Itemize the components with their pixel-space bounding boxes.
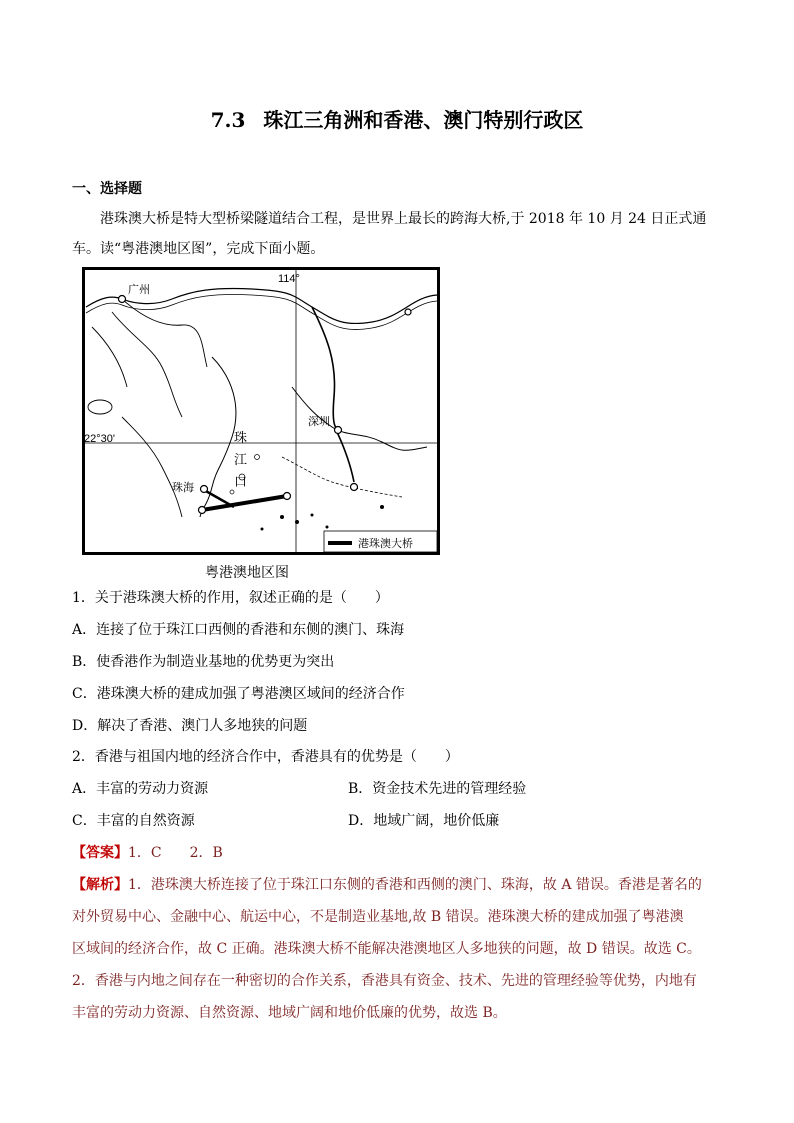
question-2-option-d: D．地域广阔，地价低廉 — [348, 813, 500, 829]
question-1-stem: 1．关于港珠澳大桥的作用，叙述正确的是（ ） — [72, 590, 389, 606]
title-text: 珠江三角洲和香港、澳门特别行政区 — [263, 108, 584, 132]
longitude-label: 114° — [278, 273, 300, 285]
analysis-label: 【解析】 — [72, 877, 128, 893]
analysis-line-2: 对外贸易中心、金融中心、航运中心，不是制造业基地,故 B 错误。港珠澳大桥的建成加强了粤港澳 — [72, 909, 684, 925]
answer-line — [72, 843, 223, 863]
analysis-line-5: 丰富的劳动力资源、自然资源、地域广阔和地价低廉的优势，故选 B。 — [72, 1005, 507, 1021]
map-figure — [82, 267, 440, 555]
estuary-label-2: 江 — [234, 452, 248, 467]
intro-paragraph: 港珠澳大桥是特大型桥梁隧道结合工程，是世界上最长的跨海大桥,于 2018 年 10 月 24 日正式通车。读“粤港澳地区图”，完成下面小题。 — [72, 211, 707, 257]
answer-text: 1．C 2．B — [128, 845, 223, 861]
analysis-line-4: 2．香港与内地之间存在一种密切的合作关系，香港具有资金、技术、先进的管理经验等优势，内地有 — [72, 973, 697, 989]
latitude-label: 22°30' — [84, 433, 115, 445]
question-1-option-b: B．使香港作为制造业基地的优势更为突出 — [72, 654, 335, 670]
title-number: 7.3 — [210, 108, 246, 132]
section-heading: 一、选择题 — [72, 181, 142, 197]
legend-label: 港珠澳大桥 — [358, 538, 413, 550]
estuary-label-1: 珠 — [234, 430, 248, 445]
question-2-option-c: C．丰富的自然资源 — [72, 813, 195, 829]
guangdong-hk-macau-map — [82, 267, 440, 555]
question-2-stem: 2．香港与祖国内地的经济合作中，香港具有的优势是（ ） — [72, 749, 459, 765]
analysis-line-3: 区域间的经济合作，故 C 正确。港珠澳大桥不能解决港澳地区人多地狭的问题，故 D 错误。故选 C。 — [72, 941, 701, 957]
map-caption: 粤港澳地区图 — [205, 564, 289, 580]
estuary-label-3: 口 — [234, 474, 248, 489]
city-label-zhuhai: 珠海 — [172, 482, 194, 494]
answer-label: 【答案】 — [72, 845, 128, 861]
analysis-line-1: 【解析】1．港珠澳大桥连接了位于珠江口东侧的香港和西侧的澳门、珠海，故 A 错误。香港是著名的 — [72, 877, 702, 893]
question-1-option-d: D．解决了香港、澳门人多地狭的问题 — [72, 718, 308, 734]
question-1-option-a: A．连接了位于珠江口西侧的香港和东侧的澳门、珠海 — [72, 622, 405, 638]
city-label-guangzhou: 广州 — [128, 284, 150, 296]
question-2-option-a: A．丰富的劳动力资源 — [72, 781, 209, 797]
city-label-shenzhen: 深圳 — [308, 416, 330, 428]
question-1-option-c: C．港珠澳大桥的建成加强了粤港澳区域间的经济合作 — [72, 686, 405, 702]
page-title — [0, 104, 794, 133]
question-2-option-b: B．资金技术先进的管理经验 — [348, 781, 527, 797]
